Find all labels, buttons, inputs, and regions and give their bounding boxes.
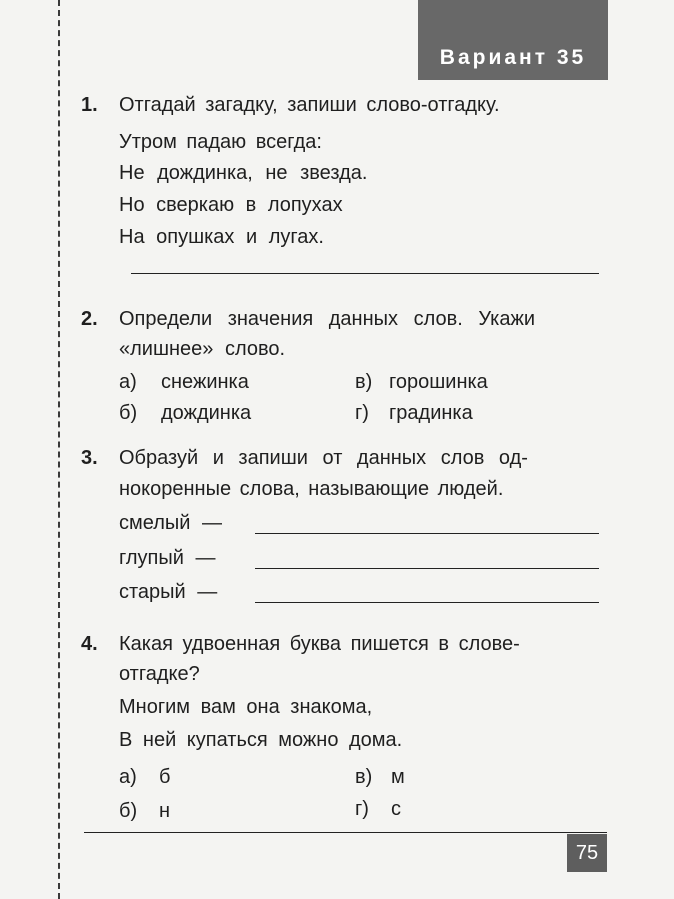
task-4-option-label: в) — [355, 766, 373, 788]
task-1-answer-line[interactable] — [131, 273, 599, 274]
task-2-option-word: горошинка — [389, 371, 488, 393]
task-2-option-word: дождинка — [161, 402, 252, 424]
cut-line — [58, 0, 60, 899]
task-1-riddle-line: Не дождинка, не звезда. — [119, 162, 368, 184]
task-4-riddle-line: В ней купаться можно дома. — [119, 729, 403, 751]
task-4-instruction: Какая удвоенная буква пишется в слове- — [119, 633, 520, 655]
task-4-instruction: отгадке? — [119, 663, 200, 685]
task-3-number: 3. — [81, 447, 98, 469]
task-4-number: 4. — [81, 633, 98, 655]
task-3-word: глупый — — [119, 547, 216, 569]
task-2-option-label: в) — [355, 371, 373, 393]
task-4-option-letter: м — [391, 766, 405, 788]
task-1-riddle-line: Но сверкаю в лопухах — [119, 194, 343, 216]
task-1-riddle-line: Утром падаю всегда: — [119, 131, 322, 153]
task-3-instruction: нокоренные слова, называющие людей. — [119, 478, 504, 500]
task-2-option-label: а) — [119, 371, 137, 393]
task-1-riddle-line: На опушках и лугах. — [119, 226, 324, 248]
task-4-riddle-line: Многим вам она знакома, — [119, 696, 373, 718]
task-4-option-letter: с — [391, 798, 401, 820]
page-number: 75 — [567, 834, 607, 872]
task-3-word: старый — — [119, 581, 218, 603]
task-2-option-label: г) — [355, 402, 369, 424]
task-3-instruction: Образуй и запиши от данных слов од- — [119, 447, 528, 469]
task-2-instruction: Определи значения данных слов. Укажи — [119, 308, 536, 330]
task-3-answer-line[interactable] — [255, 568, 599, 569]
bottom-rule — [84, 832, 607, 833]
task-4-option-letter: н — [159, 800, 171, 822]
task-1-instruction: Отгадай загадку, запиши слово-отгадку. — [119, 94, 500, 116]
task-2-option-word: градинка — [389, 402, 473, 424]
variant-label: Вариант 35 — [418, 0, 608, 80]
task-4-option-label: а) — [119, 766, 137, 788]
task-2-instruction: «лишнее» слово. — [119, 338, 286, 360]
task-2-option-word: снежинка — [161, 371, 249, 393]
task-1-number: 1. — [81, 94, 98, 116]
task-3-word: смелый — — [119, 512, 222, 534]
task-4-option-label: б) — [119, 800, 138, 822]
task-3-answer-line[interactable] — [255, 533, 599, 534]
task-2-option-label: б) — [119, 402, 138, 424]
task-2-number: 2. — [81, 308, 98, 330]
task-4-option-letter: б — [159, 766, 171, 788]
task-4-option-label: г) — [355, 798, 369, 820]
task-3-answer-line[interactable] — [255, 602, 599, 603]
